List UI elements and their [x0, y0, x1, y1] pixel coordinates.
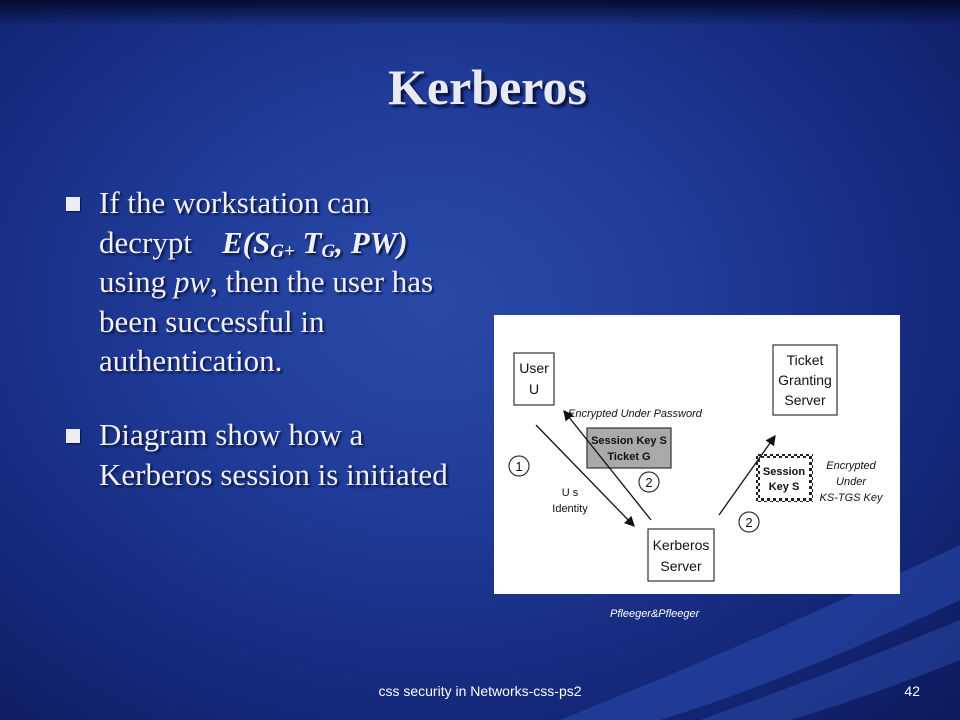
kstgs-key-label: KS-TGS Key	[819, 492, 883, 504]
bullet-marker	[66, 429, 80, 443]
page-number: 42	[904, 683, 920, 699]
user-u-label: U	[528, 381, 540, 397]
formula-e: $E(S_{G+}$ $T_G$, PW)	[221, 225, 408, 262]
pw-italic: pw	[173, 264, 211, 299]
encrypted-label: Encrypted	[826, 460, 876, 472]
bullet-2-line-2: Kerberos session is initiated	[99, 457, 448, 492]
bullet-1-line-1: If the workstation can	[99, 185, 371, 220]
bullet-1-line-3: using pw, then the user has	[99, 264, 434, 299]
step-2b-number: 2	[745, 515, 753, 530]
bullet-marker	[66, 197, 80, 211]
step-1-number: 1	[515, 459, 523, 474]
under-label: Under	[836, 476, 866, 488]
identity-label-2: Identity	[552, 503, 588, 515]
kerberos-diagram	[494, 315, 900, 594]
encrypted-password-label: Encrypted Under Password	[568, 408, 702, 420]
tgs-label-2: Granting	[778, 372, 832, 388]
tgs-label-1: Ticket	[786, 352, 824, 368]
bullet-1-decrypt: decrypt	[99, 225, 192, 260]
ticket-g-label: Ticket G	[607, 451, 651, 463]
key-s-label: Key S	[768, 481, 800, 493]
bullet-2-line-1: Diagram show how a	[99, 417, 364, 452]
session-label: Session	[762, 466, 806, 478]
figure-credit: Pfleeger&Pfleeger	[610, 608, 700, 620]
slide-title: Kerberos	[387, 59, 588, 115]
kerberos-label-1: Kerberos	[652, 537, 710, 553]
kerberos-label-2: Server	[660, 558, 702, 574]
step-2-number: 2	[645, 475, 653, 490]
session-key-label: Session Key S	[591, 435, 667, 447]
bullet-1-line-5: authentication.	[99, 343, 283, 378]
tgs-label-3: Server	[784, 392, 826, 408]
user-label: User	[519, 360, 549, 376]
footer-text: css security in Networks-css-ps2	[378, 683, 582, 699]
identity-label-1: U s	[561, 487, 579, 499]
bullet-1-line-4: been successful in	[99, 304, 325, 339]
